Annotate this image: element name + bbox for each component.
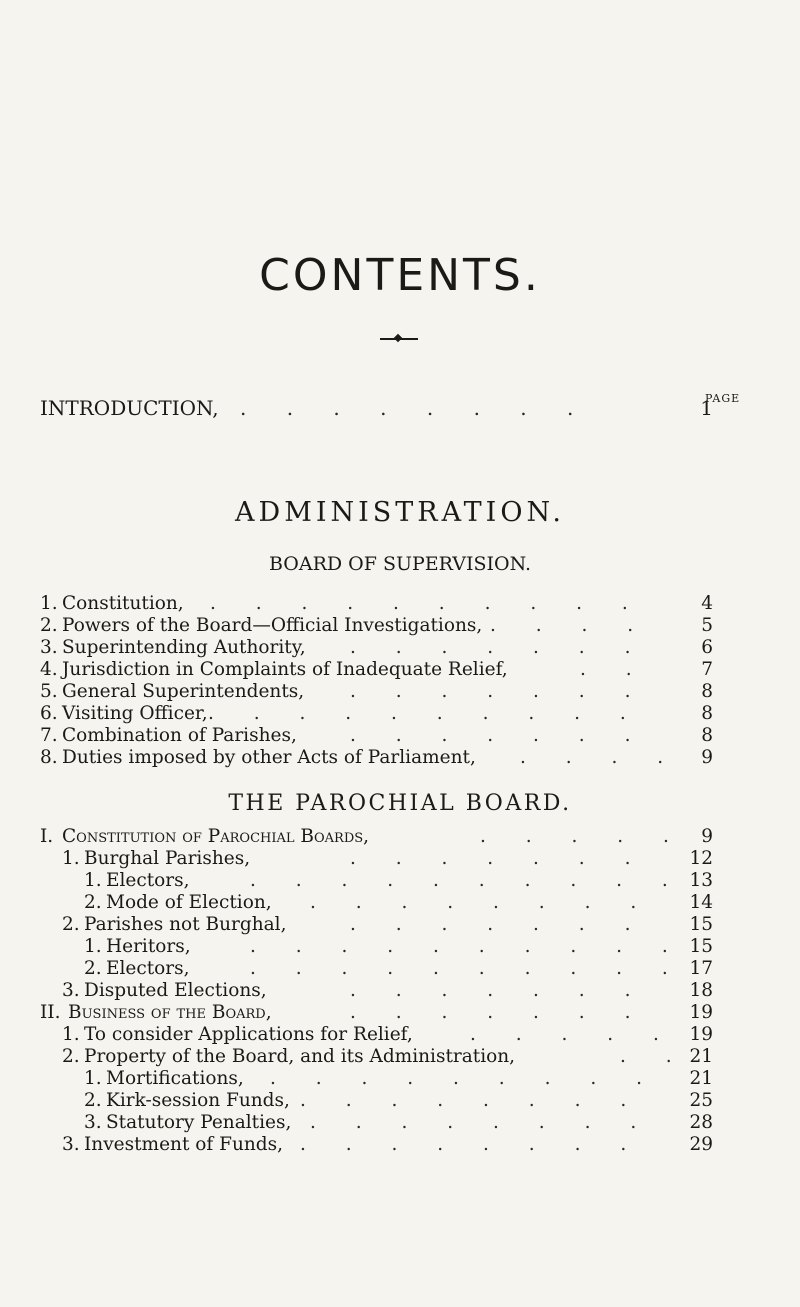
dot-leader: . . . . . . . [350,914,648,935]
toc-entry-label: Combination of Parishes, [62,725,297,746]
toc-entry-label: Electors, [106,870,190,891]
subsection-heading: BOARD OF SUPERVISION. [268,553,532,575]
toc-entry-page: 8 [701,681,713,702]
toc-entry-page: 14 [689,892,713,913]
toc-entry-number: 2. [84,892,102,913]
dot-leader: . . . . . . . [350,637,648,658]
toc-entry-number: 8. [40,747,58,768]
toc-entry[interactable] [0,1024,800,1046]
toc-entry-number: 6. [40,703,58,724]
toc-entry-number: 1. [84,870,102,891]
toc-entry-label: Jurisdiction in Complaints of Inadequate Relief, [62,659,508,680]
toc-entry-page: 15 [689,914,713,935]
toc-entry[interactable] [0,703,800,725]
dot-leader: . . . . . . . . . . [250,870,685,891]
toc-entry-page: 4 [701,593,713,614]
toc-entry-number: 7. [40,725,58,746]
dot-leader: . . . . . . . . [300,1134,644,1155]
toc-entry-number: 2. [62,1046,80,1067]
toc-entry-number: I. [40,826,54,847]
toc-entry[interactable] [0,892,800,914]
toc-entry[interactable] [0,725,800,747]
toc-entry-number: 5. [40,681,58,702]
toc-entry-label: Heritors, [106,936,191,957]
toc-entry[interactable] [0,593,800,615]
toc-entry[interactable] [0,826,800,848]
dot-leader: . . . . . . . [350,1002,648,1023]
toc-entry-page: 9 [701,826,713,847]
dot-leader: . . . . . . . . . . [210,593,645,614]
toc-entry[interactable] [0,1134,800,1156]
dot-leader: . . [620,1046,689,1067]
dot-leader: . . . . . . . [350,681,648,702]
toc-entry[interactable] [0,1002,800,1024]
toc-entry[interactable] [0,747,800,769]
toc-entry-label: Visiting Officer, [62,703,208,724]
toc-entry[interactable] [0,914,800,936]
ornament-rule-icon [380,338,418,340]
dot-leader: . . . . . . . [350,848,648,869]
toc-entry-number: 2. [62,914,80,935]
toc-entry-page: 19 [689,1024,713,1045]
toc-entry-number: 4. [40,659,58,680]
dot-leader: . . . . . . . . [310,1112,654,1133]
toc-entry-number: 3. [84,1112,102,1133]
dot-leader: . . . . . . . . . . [250,936,685,957]
toc-entry-number: 3. [62,1134,80,1155]
toc-entry[interactable] [0,1112,800,1134]
toc-entry-label: Business of the Board, [68,1002,272,1023]
toc-entry-label: Constitution, [62,593,184,614]
subsection-heading: THE PAROCHIAL BOARD. [228,791,572,816]
toc-entry-introduction[interactable] [0,397,800,419]
toc-entry-page: 6 [701,637,713,658]
toc-entry-label: Duties imposed by other Acts of Parliament, [62,747,476,768]
toc-entry-page: 18 [689,980,713,1001]
toc-entry-label: Kirk-session Funds, [106,1090,290,1111]
dot-leader: . . . . . . . . . . [208,703,643,724]
toc-entry-label: Mode of Election, [106,892,272,913]
toc-entry-number: 2. [84,1090,102,1111]
toc-entry[interactable] [0,637,800,659]
toc-entry-page: 25 [689,1090,713,1111]
toc-entry-number: 2. [40,615,58,636]
toc-entry-page: 8 [701,703,713,724]
toc-entry-number: 1. [62,848,80,869]
toc-entry-label: Disputed Elections, [84,980,267,1001]
toc-entry-page: 28 [689,1112,713,1133]
toc-entry[interactable] [0,659,800,681]
toc-entry-label: Statutory Penalties, [106,1112,292,1133]
toc-entry[interactable] [0,980,800,1002]
dot-leader: . . . . . . . . [300,1090,644,1111]
page-title: CONTENTS. [259,250,541,301]
toc-entry-number: 3. [62,980,80,1001]
toc-entry-number: 2. [84,958,102,979]
toc-entry-label: Parishes not Burghal, [84,914,287,935]
dot-leader: . . . . . . . . . . [250,958,685,979]
toc-entry-page: 15 [689,936,713,957]
toc-entry-number: 1. [84,936,102,957]
toc-entry-number: 1. [84,1068,102,1089]
dot-leader: . . . . . . . . [310,892,654,913]
toc-entry[interactable] [0,958,800,980]
dot-leader: . . . . . [480,826,686,847]
toc-entry-page: 21 [689,1046,713,1067]
toc-entry-page: 17 [689,958,713,979]
toc-entry-number: 1. [62,1024,80,1045]
toc-entry[interactable] [0,681,800,703]
toc-entry-label: Burghal Parishes, [84,848,251,869]
toc-entry-page: 29 [689,1134,713,1155]
page-column-label: PAGE [705,392,741,405]
toc-entry-number: II. [40,1002,61,1023]
toc-entry[interactable] [0,870,800,892]
dot-leader: . . . . [520,747,681,768]
toc-entry-number: 3. [40,637,58,658]
toc-entry-page: 12 [689,848,713,869]
toc-entry[interactable] [0,848,800,870]
dot-leader: . . . . [490,615,651,636]
dot-leader: . . . . . [470,1024,676,1045]
toc-entry-label: Electors, [106,958,190,979]
toc-entry-page: 9 [701,747,713,768]
dot-leader: . . . . . . . [350,725,648,746]
toc-entry-label: Mortifications, [106,1068,244,1089]
toc-entry-page: 7 [701,659,713,680]
toc-entry-label: Investment of Funds, [84,1134,284,1155]
dot-leader: . . . . . . . [350,980,648,1001]
toc-entry-page: 13 [689,870,713,891]
toc-entry[interactable] [0,1046,800,1068]
toc-entry-label: INTRODUCTION, [40,396,219,420]
toc-entry-page: 8 [701,725,713,746]
toc-entry-label: Property of the Board, and its Administration, [84,1046,516,1067]
toc-entry-label: Powers of the Board—Official Investigations, [62,615,483,636]
toc-entry-page: 19 [689,1002,713,1023]
toc-entry-label: General Superintendents, [62,681,305,702]
toc-entry-page: 5 [701,615,713,636]
section-heading: ADMINISTRATION. [235,497,565,528]
toc-entry-label: Superintending Authority, [62,637,306,658]
toc-entry-number: 1. [40,593,58,614]
toc-entry[interactable] [0,1068,800,1090]
toc-entry[interactable] [0,936,800,958]
toc-entry[interactable] [0,1090,800,1112]
toc-entry-label: Constitution of Parochial Boards, [62,826,370,847]
dot-leader: . . [580,659,649,680]
toc-entry[interactable] [0,615,800,637]
dot-leader: . . . . . . . . [240,396,591,420]
dot-leader: . . . . . . . . . [270,1068,659,1089]
toc-entry-label: To consider Applications for Relief, [84,1024,413,1045]
toc-entry-page: 21 [689,1068,713,1089]
toc-entry-page: 1 [700,396,713,420]
